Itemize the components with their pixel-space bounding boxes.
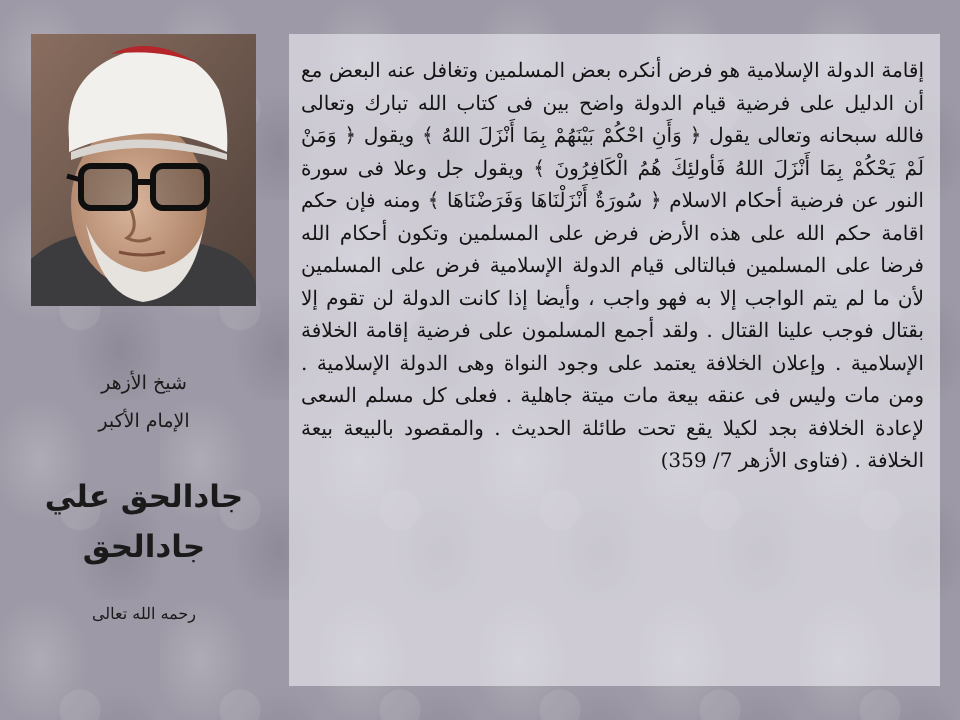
- scholar-name: [20, 472, 268, 572]
- title-line-2: الإمام الأكبر: [98, 410, 190, 432]
- scholar-name-line-1: جادالحق علي: [44, 479, 244, 515]
- blessing: رحمه الله تعالى: [91, 604, 197, 623]
- fatwa-text: إقامة الدولة الإسلامية هو فرض أنكره بعض المسلمين وتغافل عنه البعض مع أن الدليل على فرضية قيام الدولة واضح بين فى كتاب الله تبارك وتعالى فالله سبحانه وتعالى يقول ﴿ وَأَنِ احْكُمْ بَيْنَهُمْ بِمَا أَنْزَلَ اللهُ ﴾ ويقول ﴿ وَمَنْ لَمْ يَحْكُمْ بِمَا أَنْزَلَ اللهُ فَأولئِكَ هُمُ الْكَافِرُونَ ﴾ ويقول جل وعلا فى سورة النور عن فرضية أحكام الاسلام ﴿ سُورَةٌ أَنْزَلْنَاهَا وَفَرَضْنَاهَا ﴾ ومنه فإن حكم اقامة حكم الله على هذه الأرض فرض على المسلمين وتكون أحكام الله فرضا على المسلمين فبالتالى قيام الدولة الإسلامية فرض على المسلمين لأن ما لم يتم الواجب إلا به فهو واجب ، وأيضا إذا كانت الدولة لن تقوم إلا بقتال فوجب علينا القتال . ولقد أجمع المسلمون على فرضية إقامة الخلافة الإسلامية . وإعلان الخلافة يعتمد على وجود النواة وهى الدولة الإسلامية . ومن مات وليس فى عنقه بيعة مات ميتة جاهلية . فعلى كل مسلم السعى لإعادة الخلافة بجد لكيلا يقع تحت طائلة الحديث . والمقصود بالبيعة بيعة الخلافة . (فتاوى الأزهر 7/ 359): [301, 58, 925, 472]
- fatwa-panel: [289, 34, 940, 686]
- scholar-name-line-2: جادالحق: [82, 529, 206, 565]
- portrait-photo: [31, 34, 256, 306]
- title-line-1: شيخ الأزهر: [101, 372, 187, 394]
